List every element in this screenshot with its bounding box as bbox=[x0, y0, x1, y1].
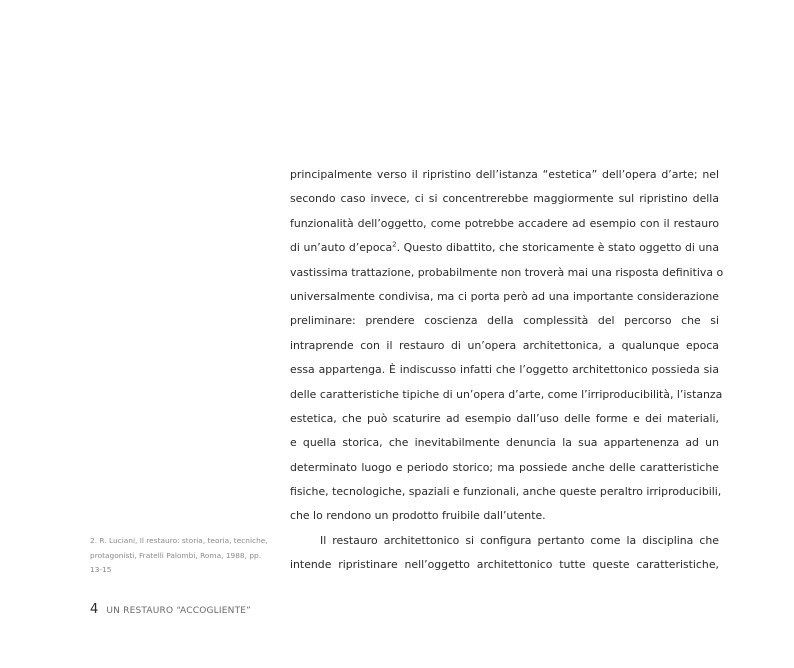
text-line: secondo caso invece, ci si concentrerebbe maggiormente sul ripristino della bbox=[290, 192, 719, 206]
text-line: intende ripristinare nell’oggetto architettonico tutte queste caratteristiche, bbox=[290, 558, 719, 572]
text-line: vastissima trattazione, probabilmente non troverà mai una risposta definitiva o bbox=[290, 265, 724, 279]
footnote-line: 2. R. Luciani, Il restauro: storia, teoria, tecniche, bbox=[90, 536, 268, 545]
text-line: estetica, che può scaturire ad esempio dall’uso delle forme e dei materiali, bbox=[290, 411, 719, 425]
text-line: e quella storica, che inevitabilmente denuncia la sua appartenenza ad un bbox=[290, 436, 719, 450]
footnote-line: protagonisti, Fratelli Palombi, Roma, 1988, pp. bbox=[90, 550, 262, 560]
footnote-line: 13-15 bbox=[90, 565, 112, 575]
text-line-indented: Il restauro architettonico si configura pertanto come la disciplina che bbox=[320, 533, 719, 547]
footnote bbox=[90, 534, 270, 578]
body-text bbox=[290, 163, 724, 578]
footnote-reference: 2 bbox=[392, 240, 397, 249]
text-line: essa appartenga. È indiscusso infatti che l’oggetto architettonico possieda sia bbox=[290, 363, 719, 377]
page-number: 4 bbox=[90, 602, 99, 617]
text-line bbox=[290, 236, 719, 260]
page-footer bbox=[90, 600, 251, 616]
text-fragment: . Questo dibattito, che storicamente è stato oggetto di una bbox=[396, 241, 719, 255]
text-line: intraprende con il restauro di un’opera architettonica, a qualunque epoca bbox=[290, 338, 719, 352]
text-line: che lo rendono un prodotto fruibile dall’utente. bbox=[290, 509, 546, 523]
running-title: UN RESTAURO “ACCOGLIENTE” bbox=[106, 606, 252, 616]
text-line: universalmente condivisa, ma ci porta però ad una importante considerazione bbox=[290, 289, 719, 303]
text-line: preliminare: prendere coscienza della complessità del percorso che si bbox=[290, 314, 719, 328]
text-line: determinato luogo e periodo storico; ma possiede anche delle caratteristiche bbox=[290, 460, 719, 474]
text-line: delle caratteristiche tipiche di un’opera d’arte, come l’irriproducibilità, l’istanza bbox=[290, 387, 723, 401]
text-line: fisiche, tecnologiche, spaziali e funzionali, anche queste peraltro irriproducibili, bbox=[290, 485, 722, 499]
text-line: principalmente verso il ripristino dell’istanza “estetica” dell’opera d’arte; nel bbox=[290, 168, 719, 181]
text-line: funzionalità dell’oggetto, come potrebbe accadere ad esempio con il restauro bbox=[290, 216, 719, 230]
text-fragment: di un’auto d’epoca bbox=[290, 241, 393, 255]
